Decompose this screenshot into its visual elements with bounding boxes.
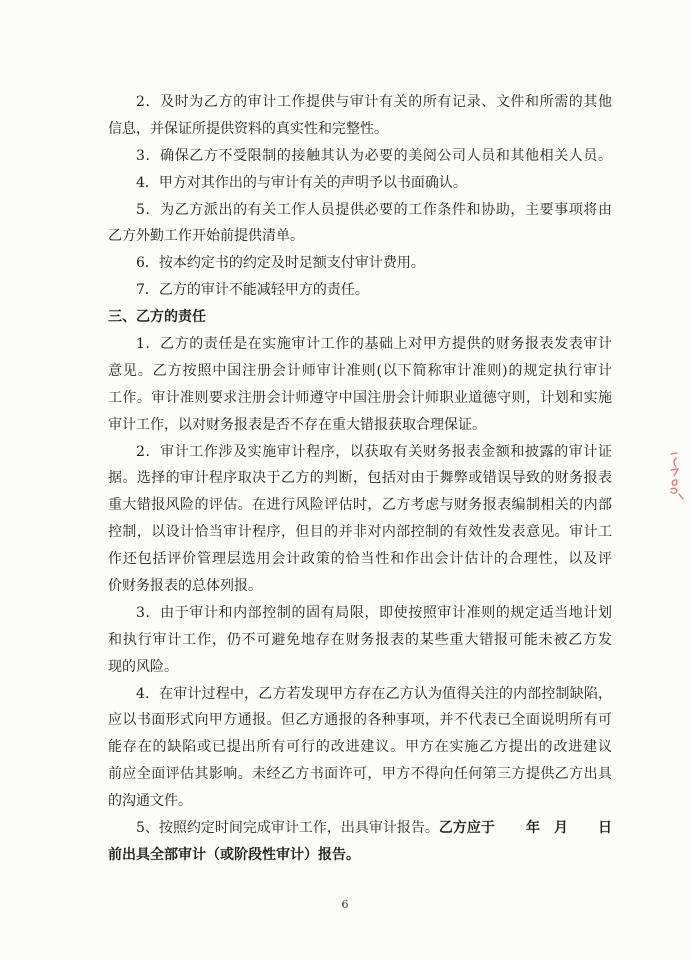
- text-line: 现的风险。: [108, 658, 178, 675]
- text-line: 和执行审计工作，仍不可避免地存在财务报表的某些重大错报可能未被乙方发: [108, 631, 612, 648]
- text-line: 2．审计工作涉及实施审计程序，以获取有关财务报表金额和披露的审计证: [136, 443, 612, 460]
- party-a-item-5: [108, 197, 612, 251]
- deadline-date-blank: [526, 815, 612, 842]
- text-line: 的沟通文件。: [108, 793, 192, 810]
- text-line: 2．及时为乙方的审计工作提供与审计有关的所有记录、文件和所需的其他: [136, 94, 612, 110]
- text-line: 4．在审计过程中，乙方若发现甲方存在乙方认为值得关注的内部控制缺陷，: [136, 685, 612, 702]
- day-label: 日: [598, 820, 612, 837]
- party-a-item-2: [108, 89, 612, 143]
- seal-stroke: [679, 494, 683, 499]
- seal-stroke: [671, 488, 677, 493]
- text-line: 工作。审计准则要求注册会计师遵守中国注册会计师职业道德守则，计划和实施: [108, 389, 612, 406]
- seam-seal-fragment: [666, 448, 688, 502]
- text-line: 能存在的缺陷或已提出所有可行的改进建议。甲方在实施乙方提出的改进建议: [108, 739, 612, 756]
- party-b-item-1: [108, 331, 612, 439]
- party-a-item-7: [108, 277, 612, 304]
- party-a-item-4: [108, 170, 612, 197]
- deadline-prefix: 乙方应于: [438, 820, 495, 837]
- text-line: 6．按本约定书的约定及时足额支付审计费用。: [136, 255, 425, 272]
- party-b-item-5: [108, 815, 612, 869]
- party-b-item-3: [108, 600, 612, 681]
- seal-stroke: [672, 480, 677, 485]
- text-line: 信息，并保证所提供资料的真实性和完整性。: [108, 120, 388, 137]
- text-line: 乙方外勤工作开始前提供清单。: [108, 228, 304, 245]
- seal-stroke: [674, 458, 676, 467]
- report-clause-lead: 5、按照约定时间完成审计工作，出具审计报告。: [136, 820, 439, 837]
- text-line: 7．乙方的审计不能减轻甲方的责任。: [136, 282, 369, 299]
- section-heading: 三、乙方的责任: [108, 309, 206, 326]
- seal-stroke: [671, 469, 678, 476]
- party-b-item-2: [108, 439, 612, 600]
- text-line: 5．为乙方派出的有关工作人员提供必要的工作条件和协助，主要事项将由: [136, 201, 612, 218]
- text-line: 3．确保乙方不受限制的接触其认为必要的美阅公司人员和其他相关人员。: [136, 147, 612, 164]
- text-line: 审计工作，以对财务报表是否不存在重大错报获取合理保证。: [108, 416, 486, 433]
- report-clause-closing: 前出具全部审计（或阶段性审计）报告。: [108, 846, 360, 863]
- report-deadline-line: [108, 815, 612, 842]
- party-a-item-6: [108, 250, 612, 277]
- party-a-item-3: [108, 143, 612, 170]
- text-line: 应以书面形式向甲方通报。但乙方通报的各种事项，并不代表已全面说明所有可: [108, 712, 612, 729]
- text-line: 据。选择的审计程序取决于乙方的判断，包括对由于舞弊或错误导致的财务报表: [108, 470, 612, 487]
- party-b-item-4: [108, 681, 612, 815]
- text-line: 3．由于审计和内部控制的固有局限，即使按照审计准则的规定适当地计划: [136, 604, 612, 621]
- text-line: 4．甲方对其作出的与审计有关的声明予以书面确认。: [136, 174, 467, 191]
- text-line: 1．乙方的责任是在实施审计工作的基础上对甲方提供的财务报表发表审计: [136, 336, 612, 353]
- seal-stroke: [671, 453, 677, 454]
- page-number: 6: [341, 898, 349, 911]
- page-body: [108, 89, 612, 869]
- text-line: 重大错报风险的评估。在进行风险评估时，乙方考虑与财务报表编制相关的内部: [108, 497, 612, 514]
- text-line: 价财务报表的总体列报。: [108, 578, 262, 595]
- text-line: 作还包括评价管理层选用会计政策的恰当性和作出会计估计的合理性，以及评: [108, 551, 612, 568]
- year-label: 年: [526, 820, 540, 837]
- month-label: 月: [554, 820, 568, 837]
- text-line: 前应全面评估其影响。未经乙方书面许可，甲方不得向任何第三方提供乙方出具: [108, 766, 612, 783]
- text-line: 意见。乙方按照中国注册会计师审计准则(以下简称审计准则)的规定执行审计: [108, 362, 612, 379]
- text-line: 控制，以设计恰当审计程序，但目的并非对内部控制的有效性发表意见。审计工: [108, 524, 612, 541]
